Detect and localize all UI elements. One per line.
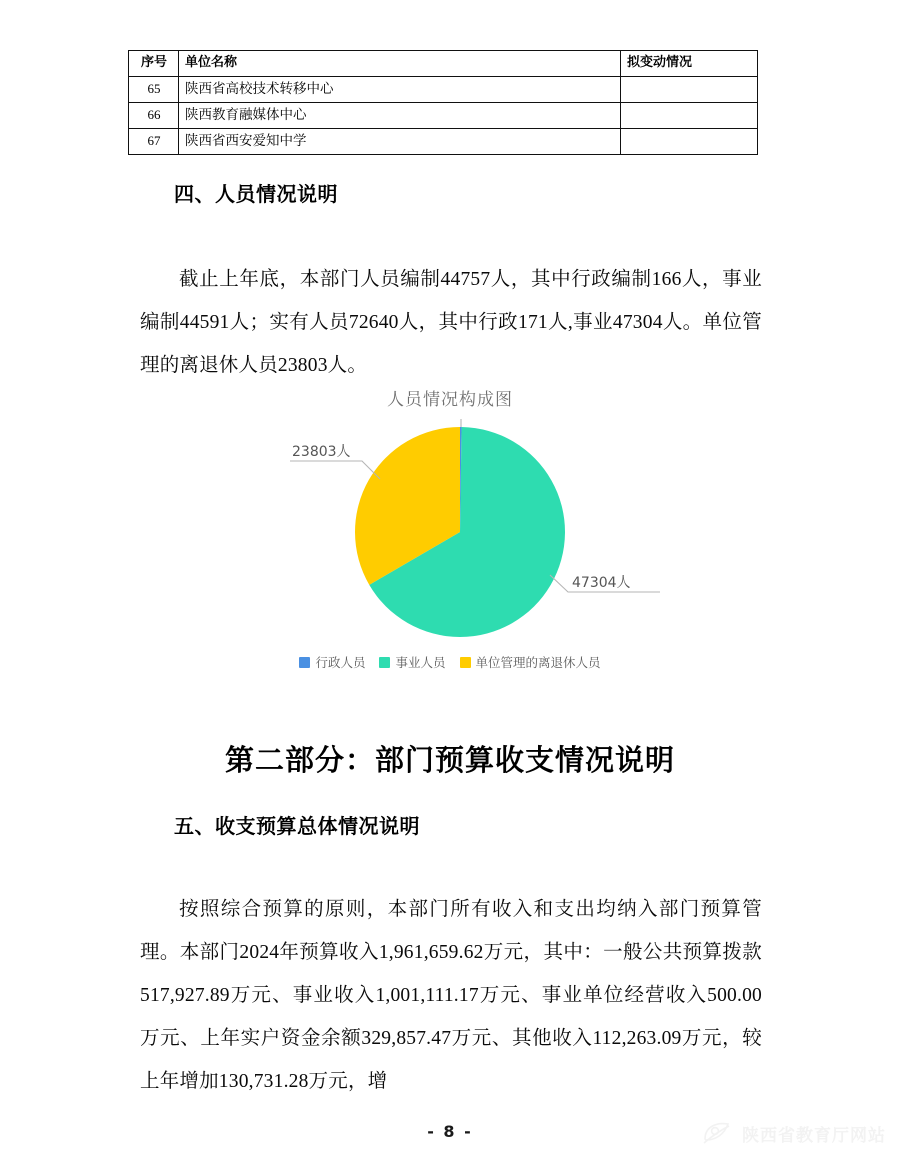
cell-change [621, 77, 758, 103]
legend-item-career[interactable] [379, 653, 445, 671]
cell-name: 陕西省高校技术转移中心 [179, 77, 621, 103]
part-two-heading: 第二部分：部门预算收支情况说明 [224, 743, 675, 777]
legend-swatch-admin [299, 657, 310, 668]
column-header-change: 拟变动情况 [621, 51, 758, 77]
table-row [129, 129, 758, 155]
cell-seq: 66 [129, 103, 179, 129]
leader-line-retired [290, 461, 380, 479]
legend-swatch-career [379, 657, 390, 668]
chart-legend [190, 653, 710, 671]
table-header-row [129, 51, 758, 77]
chart-plot-area [190, 419, 710, 644]
leader-line-admin [461, 419, 535, 427]
unit-list-table [128, 50, 758, 155]
legend-swatch-retired [460, 657, 471, 668]
cell-change [621, 129, 758, 155]
paragraph-staff-situation: 截止上年底，本部门人员编制44757人，其中行政编制166人，事业编制44591人；实有人员72640人，其中行政171人,事业47304人。单位管理的离退休人员23803人。 [140, 268, 762, 376]
pie-label-admin-group [461, 419, 535, 427]
cell-seq: 65 [129, 77, 179, 103]
legend-label-career: 事业人员 [395, 655, 446, 670]
page-number: - 8 - [427, 1122, 473, 1141]
table-row [129, 77, 758, 103]
column-header-seq: 序号 [129, 51, 179, 77]
legend-label-retired: 单位管理的离退休人员 [475, 655, 601, 670]
cell-name: 陕西省西安爱知中学 [179, 129, 621, 155]
section-heading-four: 四、人员情况说明 [174, 182, 338, 206]
pie-label-retired: 23803人 [292, 444, 351, 460]
chart-title: 人员情况构成图 [387, 390, 513, 410]
cell-change [621, 103, 758, 129]
legend-item-retired[interactable] [460, 653, 601, 671]
table-row [129, 103, 758, 129]
pie-label-retired-group [290, 461, 380, 479]
cell-name: 陕西教育融媒体中心 [179, 103, 621, 129]
cell-seq: 67 [129, 129, 179, 155]
paragraph-budget-overview: 按照综合预算的原则，本部门所有收入和支出均纳入部门预算管理。本部门2024年预算收入1,961,659.62万元，其中：一般公共预算拨款517,927.89万元、事业收入1,001,111.17万元、事业单位经营收入500.00万元、上年实户资金余额329,857.47万元、其他收入112,263.09万元，较上年增加130,731.28万元，增 [140, 898, 762, 1092]
pie-label-career: 47304人 [572, 575, 631, 591]
staff-composition-chart [190, 385, 710, 685]
watermark-label: 陕西省教育厅网站 [742, 1125, 886, 1146]
section-heading-five: 五、收支预算总体情况说明 [174, 814, 420, 838]
column-header-name: 单位名称 [179, 51, 621, 77]
legend-label-admin: 行政人员 [315, 655, 366, 670]
legend-item-admin[interactable] [299, 653, 365, 671]
pie-chart-svg [190, 419, 710, 644]
